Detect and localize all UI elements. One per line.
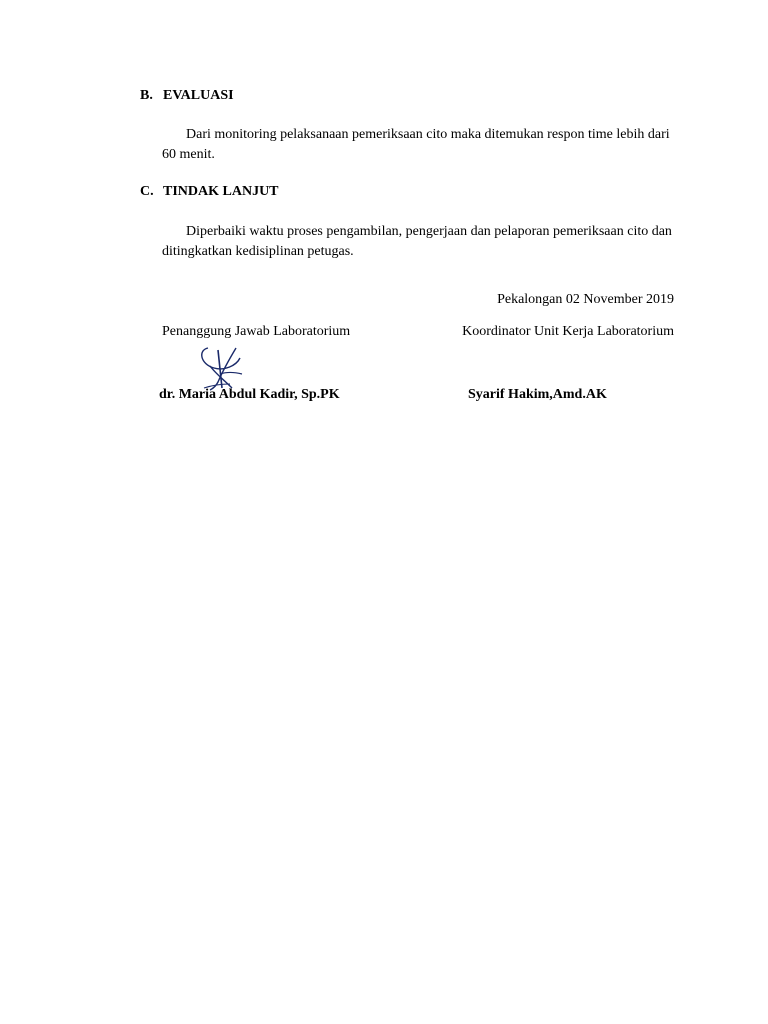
section-b-text: Dari monitoring pelaksanaan pemeriksaan cito maka ditemukan respon time lebih dari 60 menit. [162, 127, 670, 162]
section-c-letter: C. [140, 184, 154, 199]
section-c-paragraph [162, 222, 677, 262]
right-signatory-role: Koordinator Unit Kerja Laboratorium [462, 324, 674, 339]
section-c-text: Diperbaiki waktu proses pengambilan, pengerjaan dan pelaporan pemeriksaan cito dan ditingkatkan kedisiplinan petugas. [162, 224, 672, 259]
section-b-title: EVALUASI [163, 88, 234, 103]
left-signatory-role: Penanggung Jawab Laboratorium [162, 324, 351, 339]
right-signatory-name: Syarif Hakim,Amd.AK [468, 387, 607, 402]
handwritten-signature [180, 344, 264, 392]
left-signatory-name: dr. Maria Abdul Kadir, Sp.PK [159, 387, 340, 402]
section-c-title: TINDAK LANJUT [163, 184, 279, 199]
section-b-paragraph [162, 125, 677, 165]
section-b-letter: B. [140, 88, 153, 103]
place-date: Pekalongan 02 November 2019 [497, 292, 674, 307]
